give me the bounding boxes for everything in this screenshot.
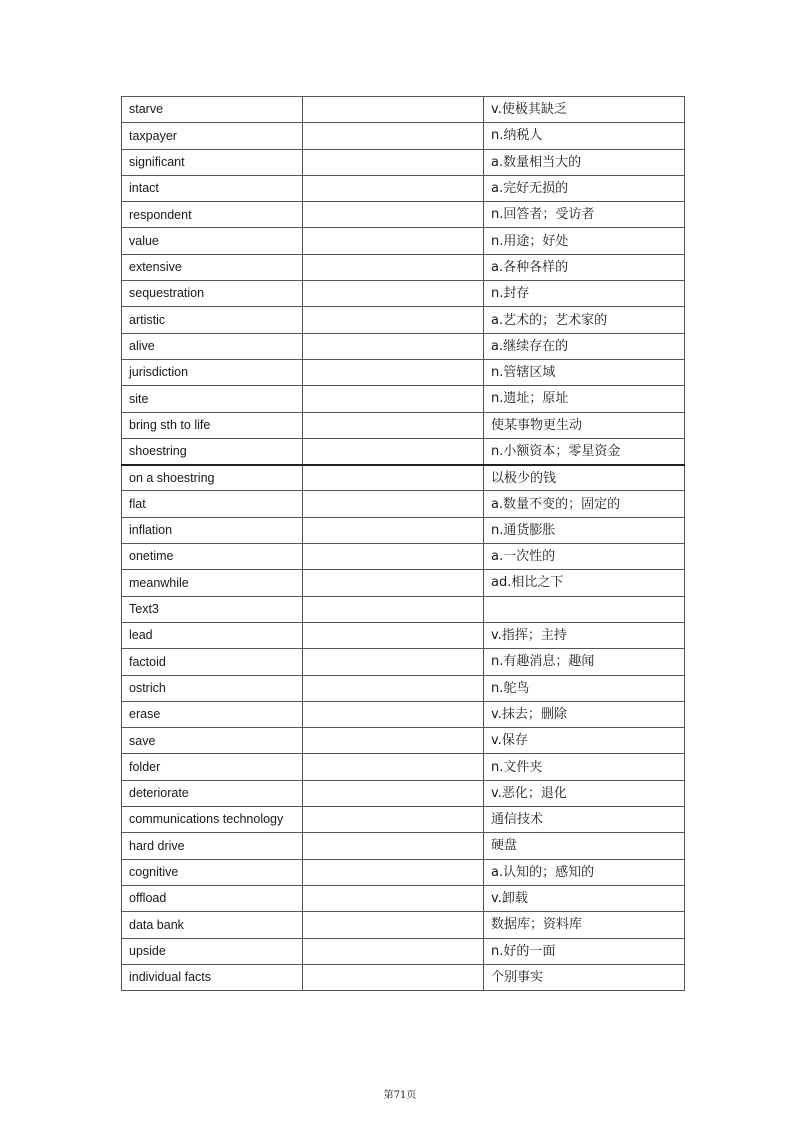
word-cell: jurisdiction bbox=[122, 359, 303, 385]
word-cell: erase bbox=[122, 701, 303, 727]
table-row bbox=[122, 149, 685, 175]
word-cell: cognitive bbox=[122, 859, 303, 885]
table-row bbox=[122, 254, 685, 280]
blank-cell bbox=[303, 859, 484, 885]
word-cell: flat bbox=[122, 491, 303, 517]
blank-cell bbox=[303, 333, 484, 359]
blank-cell bbox=[303, 780, 484, 806]
blank-cell bbox=[303, 307, 484, 333]
blank-cell bbox=[303, 938, 484, 964]
blank-cell bbox=[303, 517, 484, 543]
meaning-cell: v.抹去；删除 bbox=[484, 701, 685, 727]
table-row bbox=[122, 833, 685, 859]
meaning-cell: 个别事实 bbox=[484, 964, 685, 990]
blank-cell bbox=[303, 359, 484, 385]
table-row bbox=[122, 885, 685, 911]
vocabulary-table-body bbox=[122, 97, 685, 991]
table-row bbox=[122, 596, 685, 622]
word-cell: upside bbox=[122, 938, 303, 964]
table-row bbox=[122, 649, 685, 675]
table-row bbox=[122, 359, 685, 385]
table-row bbox=[122, 386, 685, 412]
meaning-cell: n.小额资本；零星资金 bbox=[484, 438, 685, 464]
word-cell: deteriorate bbox=[122, 780, 303, 806]
table-row bbox=[122, 281, 685, 307]
table-row bbox=[122, 622, 685, 648]
meaning-cell: 数据库；资料库 bbox=[484, 912, 685, 938]
meaning-cell: v.恶化；退化 bbox=[484, 780, 685, 806]
meaning-cell bbox=[484, 596, 685, 622]
meaning-cell: 以极少的钱 bbox=[484, 465, 685, 491]
blank-cell bbox=[303, 228, 484, 254]
word-cell: intact bbox=[122, 175, 303, 201]
blank-cell bbox=[303, 412, 484, 438]
meaning-cell: n.回答者；受访者 bbox=[484, 202, 685, 228]
blank-cell bbox=[303, 491, 484, 517]
meaning-cell: v.指挥；主持 bbox=[484, 622, 685, 648]
word-cell: on a shoestring bbox=[122, 465, 303, 491]
blank-cell bbox=[303, 175, 484, 201]
table-row bbox=[122, 964, 685, 990]
blank-cell bbox=[303, 97, 484, 123]
word-cell: inflation bbox=[122, 517, 303, 543]
word-cell: data bank bbox=[122, 912, 303, 938]
word-cell: meanwhile bbox=[122, 570, 303, 596]
word-cell: significant bbox=[122, 149, 303, 175]
table-row bbox=[122, 938, 685, 964]
table-row bbox=[122, 728, 685, 754]
meaning-cell: a.完好无损的 bbox=[484, 175, 685, 201]
blank-cell bbox=[303, 728, 484, 754]
table-row bbox=[122, 307, 685, 333]
table-row bbox=[122, 228, 685, 254]
blank-cell bbox=[303, 254, 484, 280]
meaning-cell: n.有趣消息；趣闻 bbox=[484, 649, 685, 675]
blank-cell bbox=[303, 123, 484, 149]
meaning-cell: a.数量相当大的 bbox=[484, 149, 685, 175]
table-row bbox=[122, 912, 685, 938]
meaning-cell: v.卸载 bbox=[484, 885, 685, 911]
word-cell: offload bbox=[122, 885, 303, 911]
blank-cell bbox=[303, 544, 484, 570]
meaning-cell: n.纳税人 bbox=[484, 123, 685, 149]
meaning-cell: 通信技术 bbox=[484, 807, 685, 833]
blank-cell bbox=[303, 149, 484, 175]
meaning-cell: n.好的一面 bbox=[484, 938, 685, 964]
table-row bbox=[122, 491, 685, 517]
table-row bbox=[122, 780, 685, 806]
word-cell: shoestring bbox=[122, 438, 303, 464]
table-row bbox=[122, 175, 685, 201]
meaning-cell: a.认知的；感知的 bbox=[484, 859, 685, 885]
meaning-cell: n.管辖区域 bbox=[484, 359, 685, 385]
meaning-cell: a.各种各样的 bbox=[484, 254, 685, 280]
table-row bbox=[122, 412, 685, 438]
table-row bbox=[122, 675, 685, 701]
word-cell: taxpayer bbox=[122, 123, 303, 149]
vocabulary-table bbox=[121, 96, 685, 991]
word-cell: artistic bbox=[122, 307, 303, 333]
meaning-cell: n.遗址；原址 bbox=[484, 386, 685, 412]
blank-cell bbox=[303, 754, 484, 780]
blank-cell bbox=[303, 281, 484, 307]
blank-cell bbox=[303, 386, 484, 412]
table-row bbox=[122, 333, 685, 359]
meaning-cell: n.用途；好处 bbox=[484, 228, 685, 254]
meaning-cell: n.鸵鸟 bbox=[484, 675, 685, 701]
table-row bbox=[122, 859, 685, 885]
meaning-cell: n.封存 bbox=[484, 281, 685, 307]
table-row bbox=[122, 701, 685, 727]
word-cell: extensive bbox=[122, 254, 303, 280]
table-row bbox=[122, 544, 685, 570]
word-cell: value bbox=[122, 228, 303, 254]
word-cell: hard drive bbox=[122, 833, 303, 859]
table-row bbox=[122, 123, 685, 149]
table-row bbox=[122, 97, 685, 123]
meaning-cell: v.保存 bbox=[484, 728, 685, 754]
meaning-cell: a.继续存在的 bbox=[484, 333, 685, 359]
word-cell: lead bbox=[122, 622, 303, 648]
table-row bbox=[122, 517, 685, 543]
table-row bbox=[122, 202, 685, 228]
meaning-cell: ad.相比之下 bbox=[484, 570, 685, 596]
word-cell: folder bbox=[122, 754, 303, 780]
table-row bbox=[122, 465, 685, 491]
meaning-cell: a.一次性的 bbox=[484, 544, 685, 570]
blank-cell bbox=[303, 964, 484, 990]
word-cell: individual facts bbox=[122, 964, 303, 990]
page-number: 第71页 bbox=[383, 1090, 417, 1101]
blank-cell bbox=[303, 675, 484, 701]
blank-cell bbox=[303, 596, 484, 622]
meaning-cell: 使某事物更生动 bbox=[484, 412, 685, 438]
blank-cell bbox=[303, 202, 484, 228]
blank-cell bbox=[303, 807, 484, 833]
word-cell: onetime bbox=[122, 544, 303, 570]
word-cell: save bbox=[122, 728, 303, 754]
blank-cell bbox=[303, 912, 484, 938]
table-row bbox=[122, 570, 685, 596]
word-cell: communications technology bbox=[122, 807, 303, 833]
table-row bbox=[122, 807, 685, 833]
table-row bbox=[122, 754, 685, 780]
word-cell: starve bbox=[122, 97, 303, 123]
word-cell: bring sth to life bbox=[122, 412, 303, 438]
blank-cell bbox=[303, 570, 484, 596]
blank-cell bbox=[303, 649, 484, 675]
blank-cell bbox=[303, 701, 484, 727]
word-cell: alive bbox=[122, 333, 303, 359]
meaning-cell: a.艺术的；艺术家的 bbox=[484, 307, 685, 333]
word-cell: factoid bbox=[122, 649, 303, 675]
blank-cell bbox=[303, 833, 484, 859]
meaning-cell: n.文件夹 bbox=[484, 754, 685, 780]
blank-cell bbox=[303, 885, 484, 911]
word-cell: site bbox=[122, 386, 303, 412]
blank-cell bbox=[303, 438, 484, 464]
meaning-cell: 硬盘 bbox=[484, 833, 685, 859]
word-cell: Text3 bbox=[122, 596, 303, 622]
word-cell: ostrich bbox=[122, 675, 303, 701]
word-cell: sequestration bbox=[122, 281, 303, 307]
meaning-cell: v.使极其缺乏 bbox=[484, 97, 685, 123]
blank-cell bbox=[303, 622, 484, 648]
word-cell: respondent bbox=[122, 202, 303, 228]
blank-cell bbox=[303, 465, 484, 491]
meaning-cell: n.通货膨胀 bbox=[484, 517, 685, 543]
table-row bbox=[122, 438, 685, 464]
meaning-cell: a.数量不变的；固定的 bbox=[484, 491, 685, 517]
